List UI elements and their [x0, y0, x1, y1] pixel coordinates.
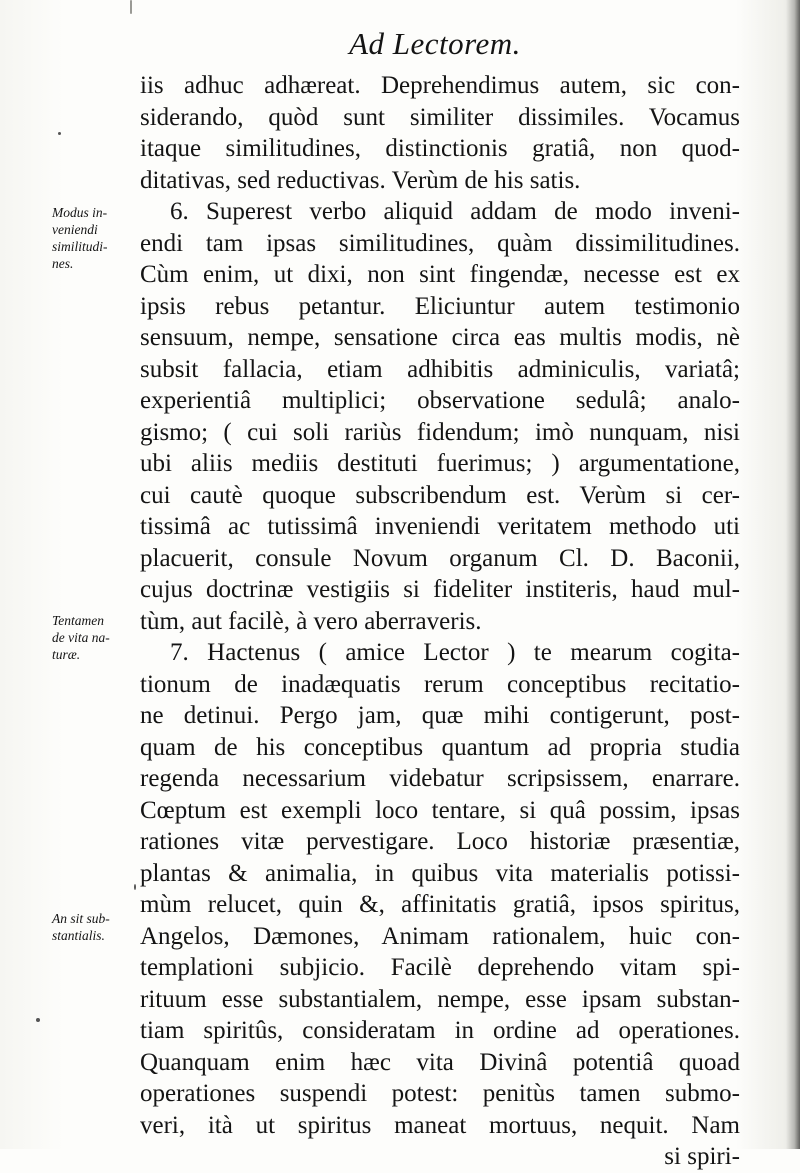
catchword: si spiri- — [664, 1143, 740, 1170]
text-line: ubi aliis mediis destituti fuerimus; ) argumentatione, — [140, 450, 740, 477]
text-line: cui cautè quoque subscribendum est. Verùm si cer- — [140, 481, 740, 509]
paper-speck — [58, 132, 61, 135]
text-line: tionum de inadæquatis rerum conceptibus recitatio- — [140, 670, 740, 698]
text-line: ipsis rebus petantur. Eliciuntur autem testimonio — [140, 292, 740, 320]
text-line: quam de his conceptibus quantum ad propria studia — [140, 733, 740, 761]
paper-speck — [134, 884, 136, 890]
text-line: templationi subjicio. Facilè deprehendo vitam spi- — [140, 954, 740, 981]
text-line: siderando, quòd sunt similiter dissimiles. Vocamus — [140, 103, 740, 131]
text-line: iis adhuc adhæreat. Deprehendimus autem, sic con- — [140, 72, 740, 99]
text-line: tiam spiritûs, consideratam in ordine ad operationes. — [140, 1017, 740, 1044]
paper-speck — [130, 0, 132, 14]
margin-note-line: Modus in- — [52, 205, 108, 220]
text-line: veri, ità ut spiritus maneat mortuus, nequit. Nam — [140, 1111, 740, 1139]
text-line: rationes vitæ pervestigare. Loco historiæ præsentiæ, — [140, 828, 740, 855]
margin-note-modus — [52, 204, 142, 272]
text-line: operationes suspendi potest: penitùs tamen submo- — [140, 1080, 740, 1107]
text-line: tùm, aut facilè, à vero aberraveris. — [140, 607, 482, 635]
text-line: rituum esse substantialem, nempe, esse ipsam substan- — [140, 985, 740, 1013]
margin-note-line: turæ. — [52, 647, 81, 662]
paper-speck — [36, 1018, 40, 1022]
text-line: ditativas, sed reductivas. Verùm de his satis. — [140, 166, 581, 194]
margin-note-line: veniendi — [52, 222, 98, 237]
text-line: cujus doctrinæ vestigiis si fideliter institeris, haud mul- — [140, 576, 740, 603]
text-line: endi tam ipsas similitudines, quàm dissimilitudines. — [140, 229, 740, 257]
text-line: Cùm enim, ut dixi, non sint fingendæ, necesse est ex — [140, 261, 740, 288]
margin-note-line: stantialis. — [52, 928, 105, 943]
margin-note-line: nes. — [52, 256, 74, 271]
paragraph-6-start: 6. Superest verbo aliquid addam de modo inveni- — [170, 198, 740, 225]
text-line: regenda necessarium videbatur scripsissem, enarrare. — [140, 765, 740, 792]
text-line: gismo; ( cui soli rariùs fidendum; imò nunquam, nisi — [140, 418, 740, 446]
text-line: ne detinui. Pergo jam, quæ mihi contigerunt, post- — [140, 702, 740, 729]
running-head: Ad Lectorem. — [349, 26, 521, 61]
margin-note-line: similitudi- — [52, 239, 108, 254]
text-line: experientiâ multiplici; observatione sedulâ; analo- — [140, 387, 740, 414]
paragraph-7-start: 7. Hactenus ( amice Lector ) te mearum cogita- — [170, 639, 740, 666]
text-line: Cœptum est exempli loco tentare, si quâ possim, ipsas — [140, 796, 740, 824]
margin-note-tentamen — [52, 612, 142, 663]
margin-note-line: An sit sub- — [52, 911, 110, 926]
text-line: subsit fallacia, etiam adhibitis adminiculis, variatâ; — [140, 355, 740, 383]
text-line: sensuum, nempe, sensatione circa eas multis modis, nè — [140, 324, 740, 351]
page-edge-shadow — [786, 0, 800, 1149]
text-line: tissimâ ac tutissimâ inveniendi veritatem methodo uti — [140, 513, 740, 540]
text-line: Quanquam enim hæc vita Divinâ potentiâ quoad — [140, 1048, 740, 1076]
text-line: Angelos, Dæmones, Animam rationalem, huic con- — [140, 922, 740, 950]
body-text — [140, 70, 740, 1173]
text-line: plantas & animalia, in quibus vita materialis potissi- — [140, 859, 740, 887]
text-line: mùm relucet, quin &, affinitatis gratiâ, ipsos spiritus, — [140, 891, 740, 918]
margin-note-substantialis — [52, 910, 142, 944]
margin-note-line: de vita na- — [52, 630, 110, 645]
margin-note-line: Tentamen — [52, 613, 105, 628]
text-line: itaque similitudines, distinctionis gratiâ, non quod- — [140, 135, 740, 162]
text-line: placuerit, consule Novum organum Cl. D. Baconii, — [140, 544, 740, 572]
